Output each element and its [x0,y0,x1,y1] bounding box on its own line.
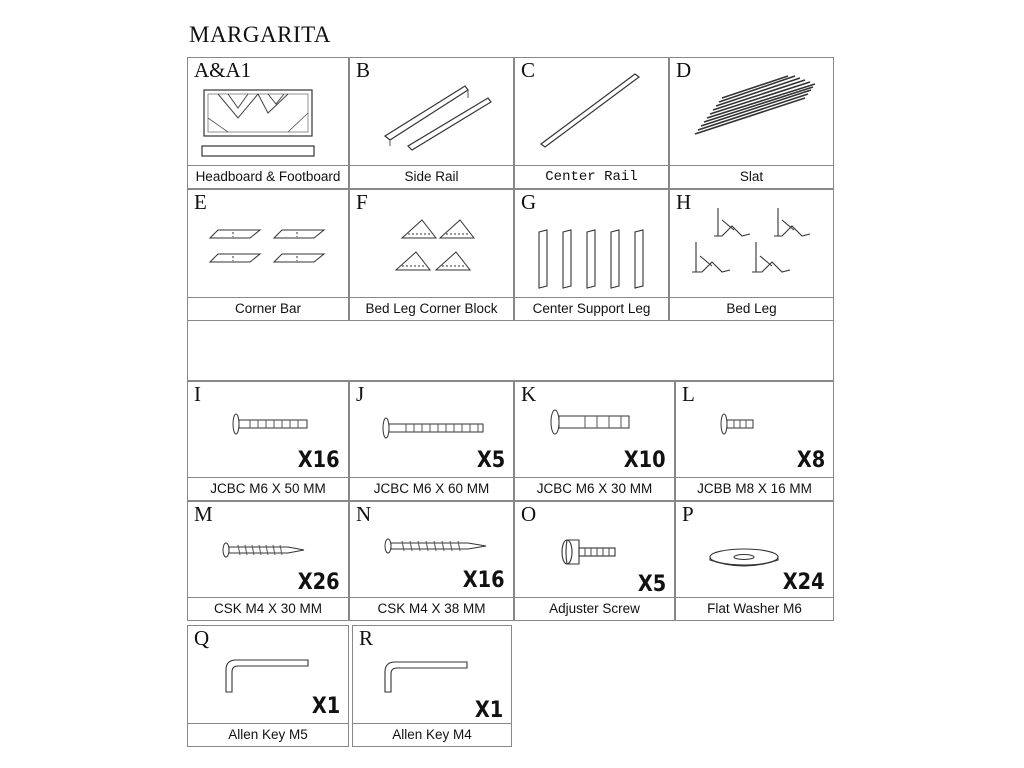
hardware-cell-k [514,381,675,501]
quantity-label: X16 [298,448,340,473]
part-letter: A&A1 [194,58,252,82]
part-letter: O [521,502,537,526]
hardware-cell-j [349,381,514,501]
part-letter: D [676,58,692,82]
part-label: Corner Bar [188,297,348,320]
corner-bar-illustration [188,190,350,300]
part-label: Allen Key M4 [353,723,511,746]
part-cell-c [514,57,669,189]
part-label: Headboard & Footboard [188,165,348,188]
quantity-label: X1 [474,698,503,723]
page-title: MARGARITA [189,22,331,47]
part-label: Side Rail [350,165,513,188]
part-label: JCBC M6 X 60 MM [350,477,513,500]
part-letter: C [521,58,536,82]
hardware-cell-m [187,501,349,621]
part-letter: P [682,502,694,526]
bed-leg-illustration [670,190,835,300]
quantity-label: X10 [624,448,666,473]
part-label: JCBB M8 X 16 MM [676,477,833,500]
part-label: CSK M4 X 38 MM [350,597,513,620]
part-cell-d [669,57,834,189]
quantity-label: X1 [311,694,340,719]
part-letter: N [356,502,372,526]
part-letter: E [194,190,207,214]
quantity-label: X16 [463,568,505,593]
part-letter: Q [194,626,210,650]
part-cell-f [349,189,514,321]
part-letter: J [356,382,365,406]
part-label: CSK M4 X 30 MM [188,597,348,620]
part-letter: M [194,502,213,526]
hardware-cell-l [675,381,834,501]
part-cell-g [514,189,669,321]
quantity-label: X26 [298,570,340,595]
quantity-label: X24 [783,570,825,595]
part-letter: K [521,382,537,406]
part-cell-a [187,57,349,189]
part-letter: L [682,382,695,406]
part-letter: B [356,58,371,82]
part-label: Bed Leg Corner Block [350,297,513,320]
part-letter: F [356,190,368,214]
hardware-cell-q [187,625,349,747]
side-rail-illustration [350,58,515,168]
part-cell-h [669,189,834,321]
part-letter: H [676,190,692,214]
support-leg-illustration [515,190,670,300]
hardware-cell-n [349,501,514,621]
hardware-cell-r [352,625,512,747]
quantity-label: X5 [637,572,666,597]
spacer-band [187,320,834,381]
part-label: Adjuster Screw [515,597,674,620]
quantity-label: X8 [796,448,825,473]
part-letter: G [521,190,537,214]
part-label: Center Rail [515,165,668,188]
part-label: Slat [670,165,833,188]
hardware-cell-i [187,381,349,501]
quantity-label: X5 [476,448,505,473]
part-letter: I [194,382,201,406]
part-label: Flat Washer M6 [676,597,833,620]
center-rail-illustration [515,58,670,168]
hardware-cell-p [675,501,834,621]
part-label: JCBC M6 X 30 MM [515,477,674,500]
headboard-illustration [188,58,350,168]
part-label: JCBC M6 X 50 MM [188,477,348,500]
corner-block-illustration [350,190,515,300]
hardware-cell-o [514,501,675,621]
part-label: Center Support Leg [515,297,668,320]
slat-illustration [670,58,835,168]
part-cell-e [187,189,349,321]
part-letter: R [359,626,374,650]
part-label: Bed Leg [670,297,833,320]
part-cell-b [349,57,514,189]
part-label: Allen Key M5 [188,723,348,746]
